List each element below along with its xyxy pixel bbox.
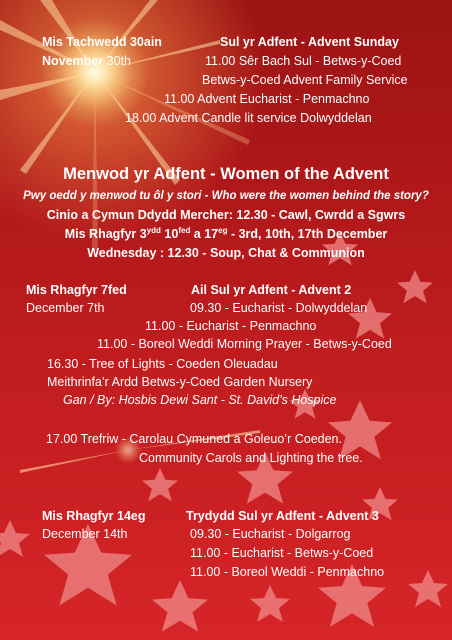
nov-line: 11.00 Advent Eucharist - Penmachno — [164, 92, 370, 106]
nov-line: 18.00 Advent Candle lit service Dolwyddelan — [125, 111, 372, 125]
women-dates-mid1: 10 — [160, 227, 179, 241]
nov-label-welsh: Mis Tachwedd 30ain — [42, 35, 162, 49]
women-dates-sup2: fed — [178, 225, 191, 235]
nov-label-en: November — [42, 54, 104, 68]
women-dates — [0, 226, 452, 242]
dec14-line: 09.30 - Eucharist - Dolgarrog — [190, 527, 351, 541]
women-dates-prefix: Mis Rhagfyr 3 — [64, 227, 147, 241]
nov-line: 11.00 Sêr Bach Sul - Betws-y-Coed — [205, 54, 402, 68]
dec7-line: 11.00 - Eucharist - Penmachno — [145, 319, 317, 333]
dec7-line: Meithrinfa’r Ardd Betws-y-Coed Garden Nursery — [47, 375, 313, 389]
dec7-title: Ail Sul yr Adfent - Advent 2 — [191, 283, 352, 297]
dec7-line: Community Carols and Lighting the tree. — [139, 451, 363, 465]
nov-date — [42, 53, 131, 69]
dec7-line: 17.00 Trefriw - Carolau Cymuned a Goleuo’r Coeden. — [46, 432, 342, 446]
dec14-label-welsh: Mis Rhagfyr 14eg — [42, 509, 146, 523]
women-wednesday: Wednesday : 12.30 - Soup, Chat & Communion — [87, 246, 365, 260]
dec7-line: Gan / By: Hosbis Dewi Sant - St. David’s Hospice — [63, 393, 337, 407]
women-dates-suffix: - 3rd, 10th, 17th December — [227, 227, 388, 241]
women-title: Menwod yr Adfent - Women of the Advent — [63, 165, 389, 183]
dec7-label-welsh: Mis Rhagfyr 7fed — [26, 283, 127, 297]
dec14-label-en: December 14th — [42, 527, 128, 541]
dec14-title: Trydydd Sul yr Adfent - Advent 3 — [186, 509, 379, 523]
dec7-label-en: December 7th — [26, 301, 105, 315]
women-subtitle: Pwy oedd y menwod tu ôl y stori - Who were the women behind the story? — [23, 190, 429, 202]
dec14-line: 11.00 - Boreol Weddi - Penmachno — [190, 565, 385, 579]
women-dates-sup1: ydd — [146, 225, 161, 235]
nov-title: Sul yr Adfent - Advent Sunday — [220, 35, 399, 49]
women-lunch: Cinio a Cymun Ddydd Mercher: 12.30 - Cawl, Cwrdd a Sgwrs — [46, 208, 406, 222]
women-dates-mid2: a 17 — [190, 227, 219, 241]
women-dates-sup3: eg — [218, 225, 228, 235]
dec7-line: 09.30 - Eucharist - Dolwyddelan — [190, 301, 368, 315]
dec7-line: 11.00 - Boreol Weddi Morning Prayer - Betws-y-Coed — [97, 337, 392, 351]
dec7-line: 16.30 - Tree of Lights - Coeden Oleuadau — [47, 357, 278, 371]
nov-line: Betws-y-Coed Advent Family Service — [202, 73, 408, 87]
nov-date-day: 30th — [106, 54, 131, 68]
dec14-line: 11.00 - Eucharist - Betws-y-Coed — [190, 546, 374, 560]
